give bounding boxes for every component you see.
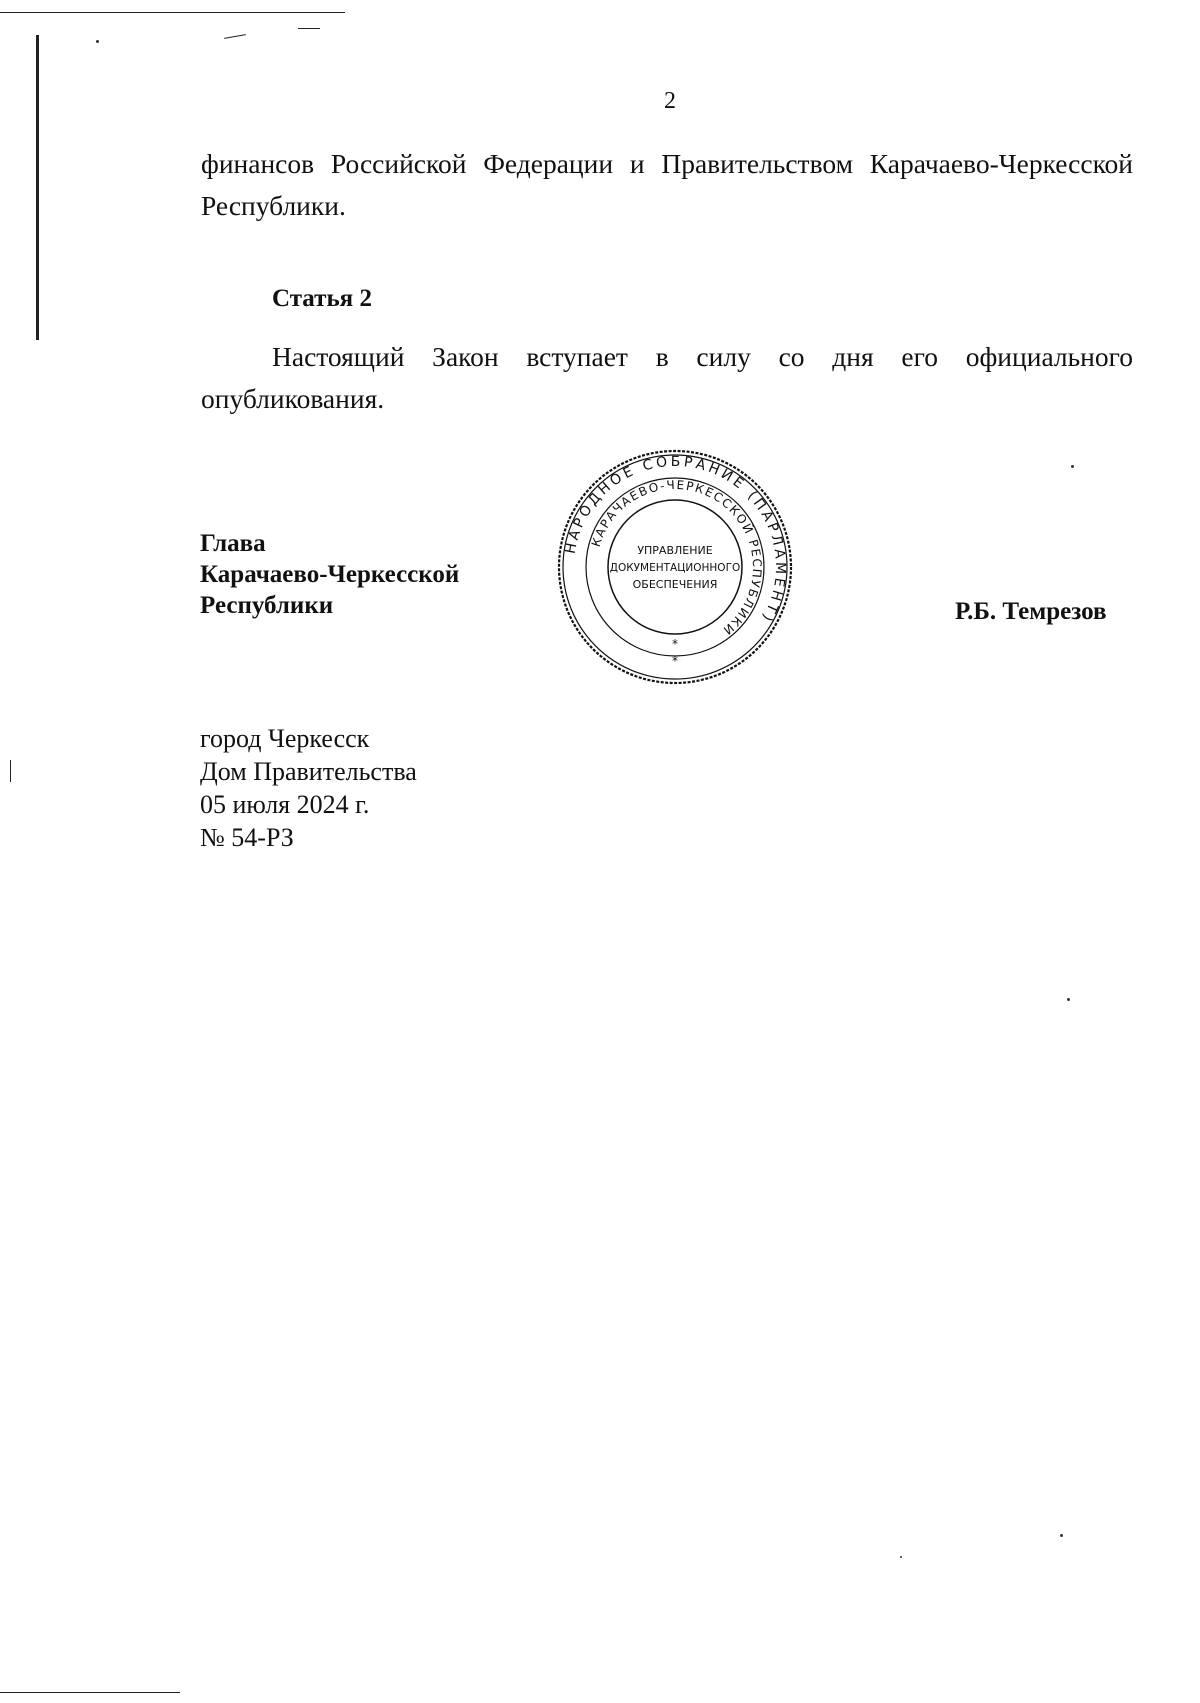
signer-title-line: Карачаево-Черкесской: [200, 561, 460, 588]
paragraph-line: финансов Российской Федерации и Правительством Карачаево-Черкесской: [201, 148, 1133, 179]
article-text-line: Настоящий Закон вступает в силу со дня его официального: [272, 341, 1133, 372]
signer-name: Р.Б. Темрезов: [955, 598, 1107, 625]
scan-edge-line: [36, 35, 39, 340]
scan-edge-line: [0, 12, 345, 13]
scan-speck: [1071, 465, 1074, 468]
signer-title-line: Республики: [200, 592, 334, 619]
scan-edge-line: [0, 1692, 180, 1693]
place-city: город Черкесск: [200, 724, 370, 753]
signer-title: [200, 528, 459, 621]
document-number: № 54-РЗ: [200, 823, 294, 852]
place-building: Дом Правительства: [200, 757, 417, 786]
scan-edge-line: [10, 760, 11, 782]
document-date: 05 июля 2024 г.: [200, 790, 370, 819]
stamp-star-icon: *: [672, 637, 678, 651]
scan-edge-line: [224, 34, 246, 39]
scan-edge-line: [298, 28, 320, 29]
stamp-inner-text: КАРАЧАЕВО-ЧЕРКЕССКОЙ РЕСПУБЛИКИ: [588, 477, 765, 639]
page-number: 2: [664, 88, 676, 114]
stamp-center-line: УПРАВЛЕНИЕ: [637, 544, 713, 557]
scan-speck: [1060, 1534, 1063, 1537]
signer-title-line: Глава: [200, 530, 266, 557]
scan-speck: [900, 1556, 902, 1558]
official-stamp: [555, 447, 795, 687]
stamp-center-line: ДОКУМЕНТАЦИОННОГО: [609, 562, 741, 574]
scan-speck: [1067, 998, 1070, 1001]
article-text-line: опубликования.: [201, 383, 385, 414]
stamp-center-line: ОБЕСПЕЧЕНИЯ: [632, 578, 718, 591]
scan-speck: [96, 40, 99, 43]
stamp-star-icon: *: [672, 654, 678, 668]
place-and-date-block: [200, 722, 417, 854]
paragraph-line: Республики.: [201, 190, 346, 221]
article-heading: Статья 2: [272, 285, 372, 312]
stamp-outer-text: НАРОДНОЕ СОБРАНИЕ (ПАРЛАМЕНТ): [562, 453, 789, 627]
svg-text:КАРАЧАЕВО-ЧЕРКЕССКОЙ РЕСПУБЛИК: [589, 478, 764, 638]
